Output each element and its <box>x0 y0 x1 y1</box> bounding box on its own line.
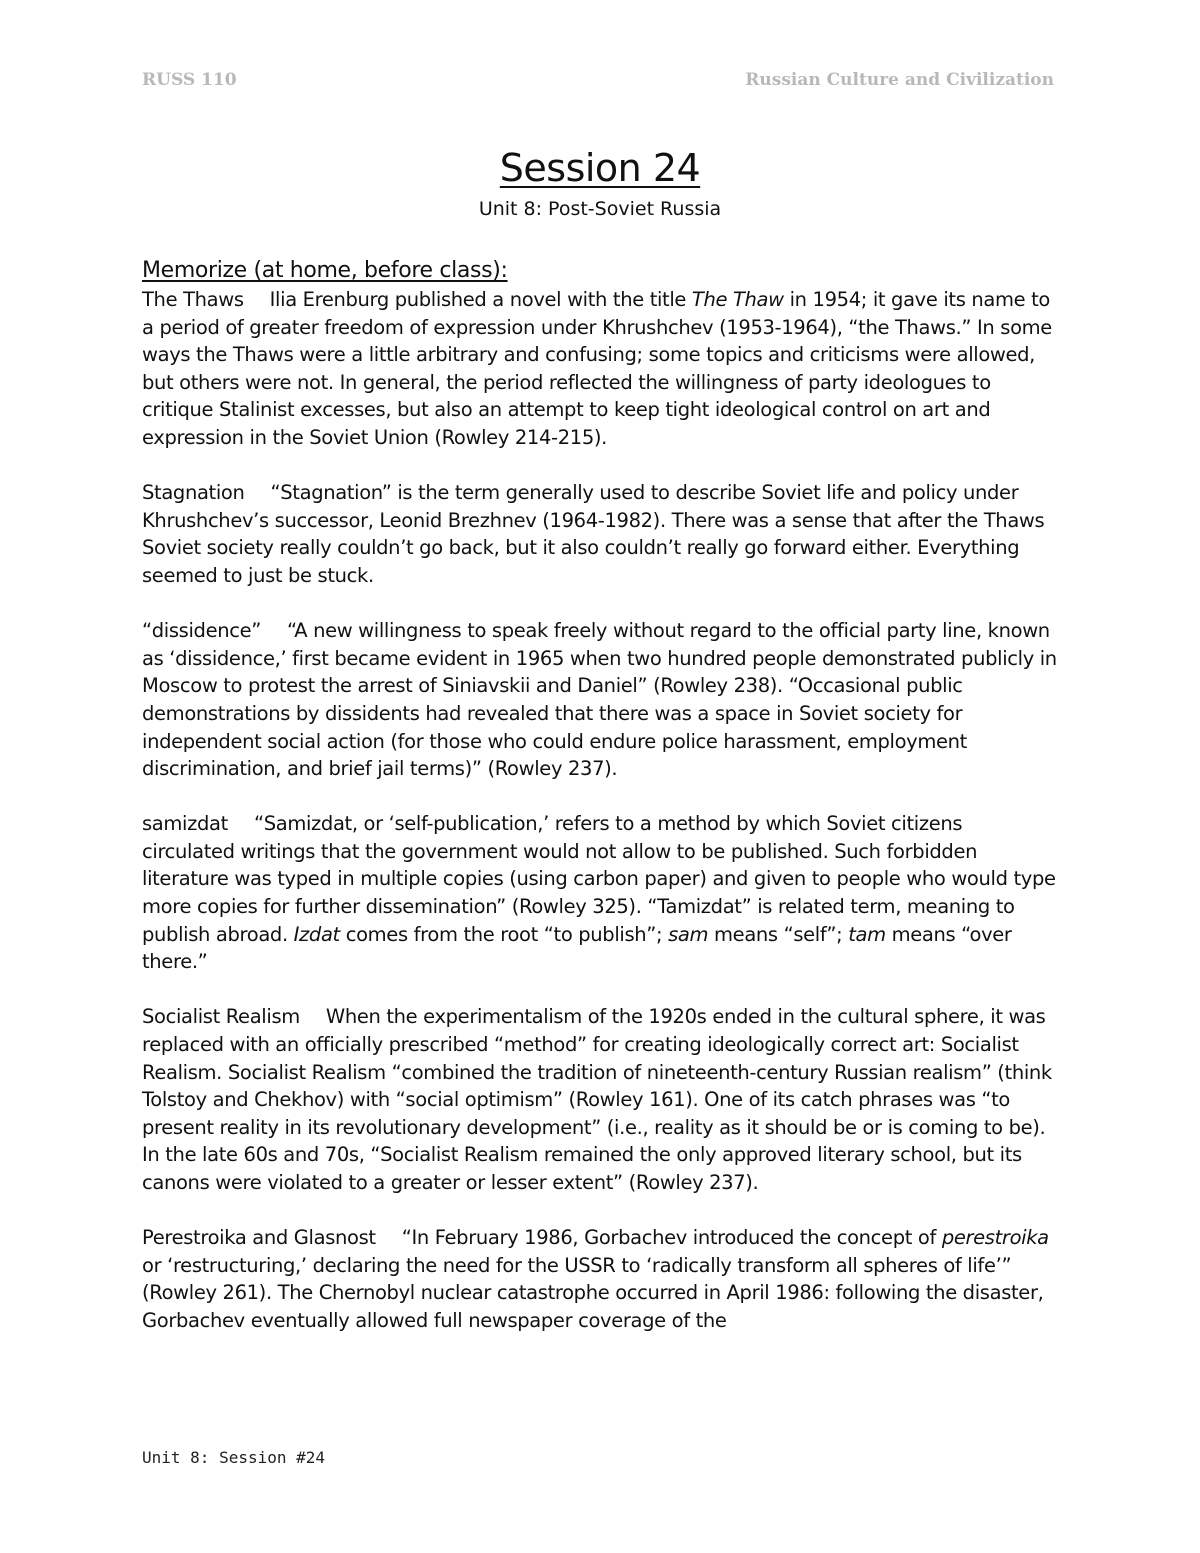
entry-socialist-realism: Socialist Realism When the experimentalism of the 1920s ended in the cultural sphere, it was replaced with an officially prescribed “method” for creating ideologically correct art: Socialist Realism. Socialist Realism “combined the tradition of nineteenth-century Russian realism” (think Tolstoy and Chekhov) with “social optimism” (Rowley 161). One of its catch phrases was “to present reality in its revolutionary development” (i.e., reality as it should be or is coming to be). In the late 60s and 70s, “Socialist Realism remained the only approved literary school, but its canons were violated to a greater or lesser extent” (Rowley 237). <box>142 1005 1052 1194</box>
term-label: Stagnation <box>142 481 245 505</box>
book-title: The Thaw <box>691 288 784 311</box>
page-footer: Unit 8: Session #24 <box>142 1448 326 1467</box>
term-label: samizdat <box>142 812 228 836</box>
entry-samizdat: samizdat “Samizdat, or ‘self-publication,’ refers to a method by which Soviet citizens circulated writings that the government would not allow to be published. Such forbidden literature was typed in multiple copies (using carbon paper) and given to people who would type more copies for further dissemination” (Rowley 325). “Tamizdat” is related term, meaning to publish abroad. Izdat comes from the root “to publish”; sam means “self”; tam means “over there.” <box>142 812 1056 974</box>
document-body <box>142 256 1058 1362</box>
entry-dissidence: “dissidence” “A new willingness to speak freely without regard to the official party line, known as ‘dissidence,’ first became evident in 1965 when two hundred people demonstrated publicly in Moscow to protest the arrest of Siniavskii and Daniel” (Rowley 238). “Occasional public demonstrations by dissidents had revealed that there was a space in Soviet society for independent social action (for those who could endure police harassment, employment discrimination, and brief jail terms)” (Rowley 237). <box>142 619 1057 781</box>
course-title: Russian Culture and Civilization <box>745 70 1054 90</box>
course-code: RUSS 110 <box>142 70 237 90</box>
term-label: Perestroika and Glasnost <box>142 1226 376 1250</box>
page-subtitle: Unit 8: Post-Soviet Russia <box>478 198 722 220</box>
term-label: Socialist Realism <box>142 1005 300 1029</box>
term-label: “dissidence” <box>142 619 261 643</box>
page-title: Session 24 <box>499 146 701 190</box>
entry-stagnation: Stagnation “Stagnation” is the term generally used to describe Soviet life and policy under Khrushchev’s successor, Leonid Brezhnev (1964-1982). There was a sense that after the Thaws Soviet society really couldn’t go back, but it also couldn’t really go forward either. Everything seemed to just be stuck. <box>142 481 1045 587</box>
term-label: The Thaws <box>142 288 244 311</box>
entry-the-thaws: The Thaws Ilia Erenburg published a novel with the title The Thaw in 1954; it gave its name to a period of greater freedom of expression under Khrushchev (1953-1964), “the Thaws.” In some ways the Thaws were a little arbitrary and confusing; some topics and criticisms were allowed, but others were not. In general, the period reflected the willingness of party ideologues to critique Stalinist excesses, but also an attempt to keep tight ideological control on art and expression in the Soviet Union (Rowley 214-215). <box>142 288 1052 449</box>
section-heading: Memorize (at home, before class): <box>142 258 508 283</box>
entry-perestroika-glasnost: Perestroika and Glasnost “In February 1986, Gorbachev introduced the concept of perestroika or ‘restructuring,’ declaring the need for the USSR to ‘radically transform all spheres of life’” (Rowley 261). The Chernobyl nuclear catastrophe occurred in April 1986: following the disaster, Gorbachev eventually allowed full newspaper coverage of the <box>142 1226 1049 1332</box>
